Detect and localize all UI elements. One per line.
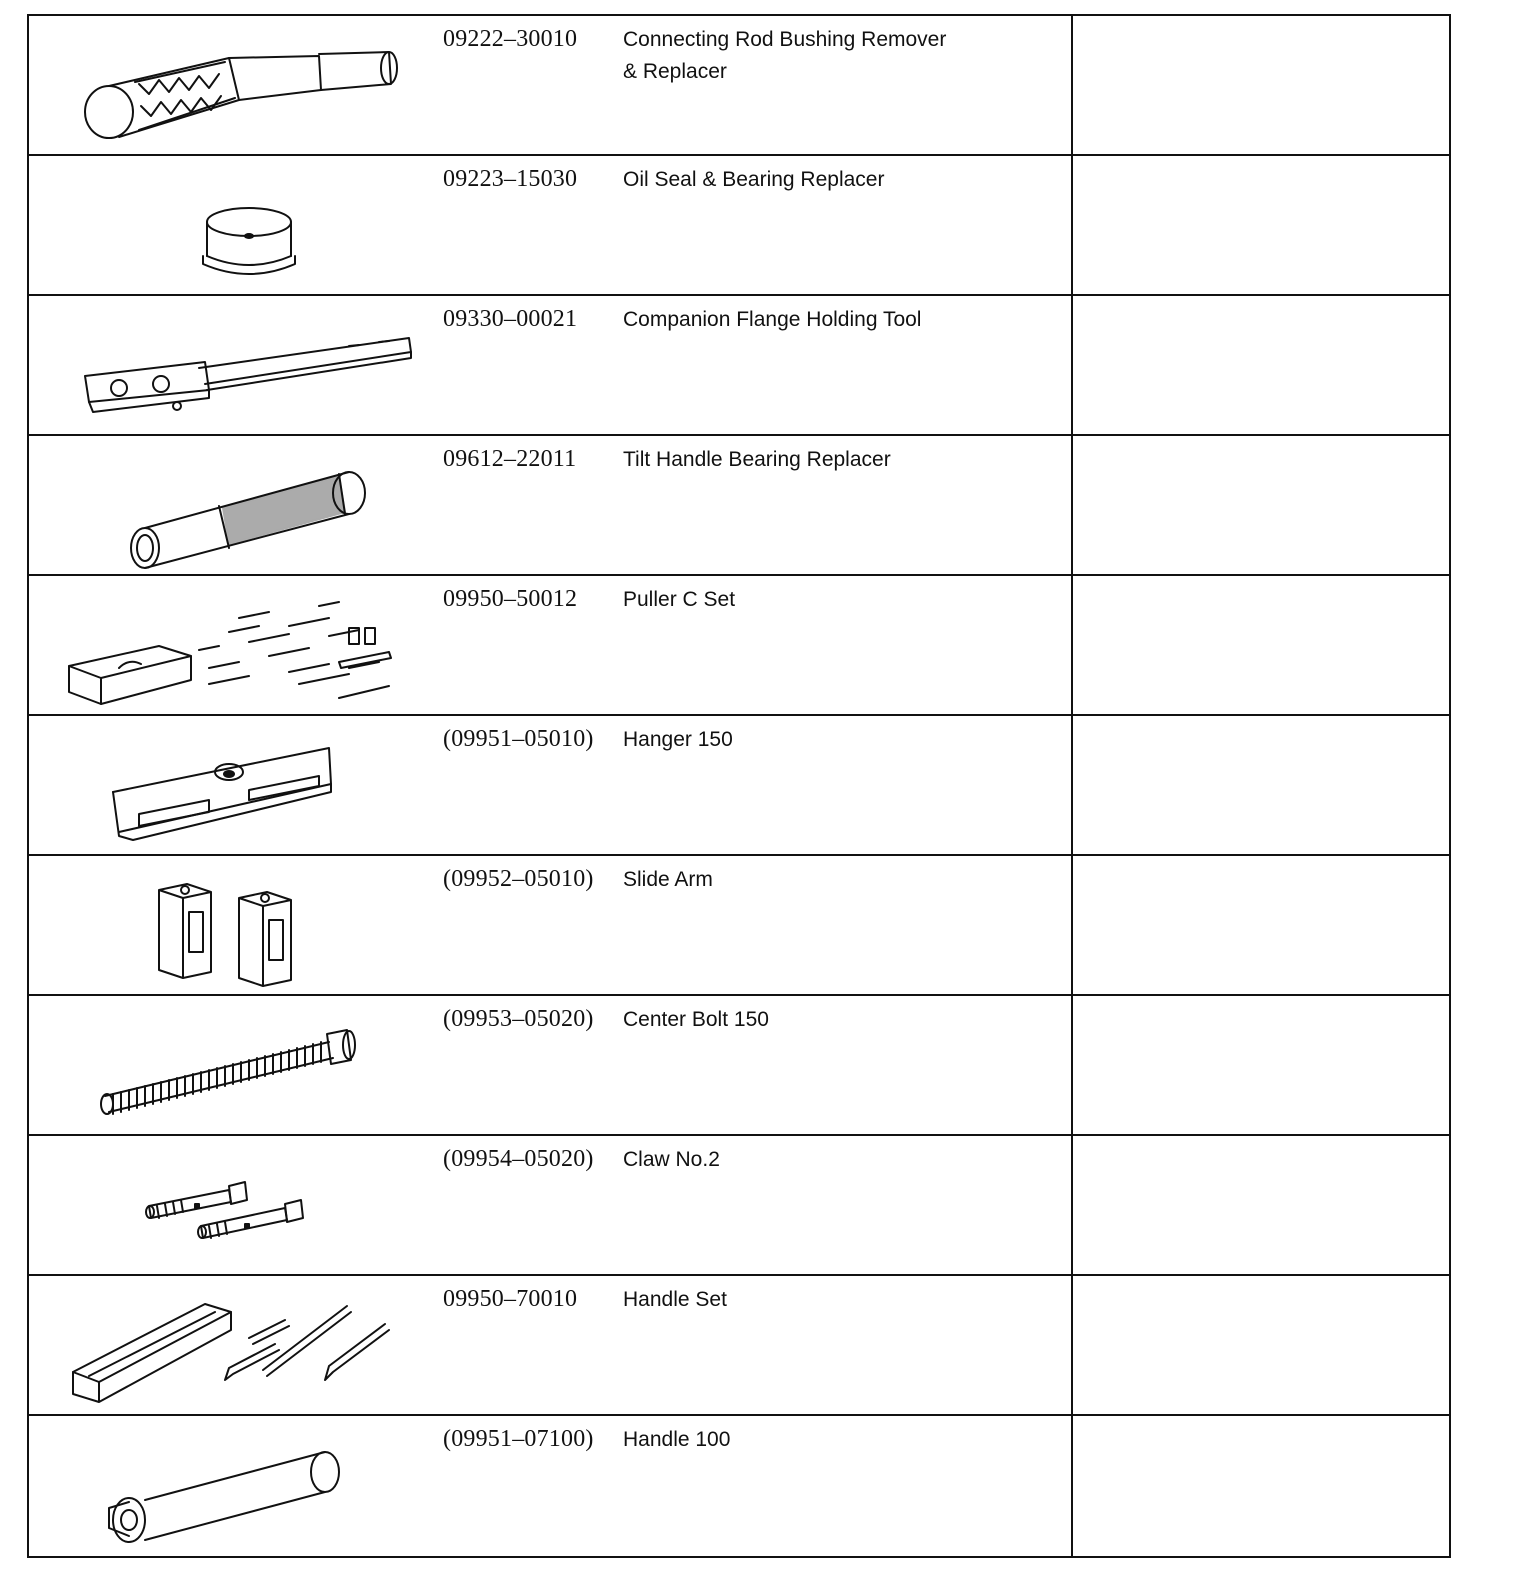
part-name: Tilt Handle Bearing Replacer bbox=[623, 448, 891, 471]
part-name: Handle Set bbox=[623, 1288, 727, 1311]
part-number: 09222–30010 bbox=[443, 26, 578, 52]
table-row bbox=[29, 436, 1449, 576]
bushing-remover-icon bbox=[49, 24, 439, 148]
center-bolt-icon bbox=[49, 1004, 439, 1128]
handle-icon bbox=[49, 1424, 439, 1548]
seal-replacer-icon bbox=[49, 164, 439, 288]
part-name: Handle 100 bbox=[623, 1428, 731, 1451]
remarks-cell bbox=[1073, 996, 1449, 1134]
part-name: Claw No.2 bbox=[623, 1148, 720, 1171]
remarks-cell bbox=[1073, 856, 1449, 994]
remarks-cell bbox=[1073, 1136, 1449, 1274]
flange-holding-tool-icon bbox=[49, 304, 439, 428]
puller-set-icon bbox=[49, 584, 439, 708]
remarks-cell bbox=[1073, 1276, 1449, 1414]
part-name: Slide Arm bbox=[623, 868, 713, 891]
remarks-cell bbox=[1073, 716, 1449, 854]
part-number: 09612–22011 bbox=[443, 446, 577, 472]
table-row bbox=[29, 16, 1449, 156]
remarks-cell bbox=[1073, 436, 1449, 574]
table-row bbox=[29, 716, 1449, 856]
table-row bbox=[29, 856, 1449, 996]
part-name: Hanger 150 bbox=[623, 728, 733, 751]
remarks-cell bbox=[1073, 16, 1449, 154]
remarks-cell bbox=[1073, 576, 1449, 714]
handle-set-icon bbox=[49, 1284, 439, 1408]
part-name: Puller C Set bbox=[623, 588, 736, 611]
table-row bbox=[29, 1136, 1449, 1276]
part-number: 09330–00021 bbox=[443, 306, 578, 332]
table-row bbox=[29, 576, 1449, 716]
part-number: (09954–05020) bbox=[443, 1146, 594, 1172]
part-number: (09951–05010) bbox=[443, 726, 594, 752]
bearing-replacer-tube-icon bbox=[49, 444, 439, 568]
part-number: 09223–15030 bbox=[443, 166, 578, 192]
remarks-cell bbox=[1073, 156, 1449, 294]
part-number: (09951–07100) bbox=[443, 1426, 594, 1452]
remarks-cell bbox=[1073, 296, 1449, 434]
part-number: (09953–05020) bbox=[443, 1006, 594, 1032]
special-tools-table bbox=[27, 14, 1451, 1558]
part-name: Center Bolt 150 bbox=[623, 1008, 769, 1031]
table-row bbox=[29, 1416, 1449, 1556]
claw-icon bbox=[49, 1144, 439, 1268]
part-name: Oil Seal & Bearing Replacer bbox=[623, 168, 885, 191]
remarks-cell bbox=[1073, 1416, 1449, 1556]
part-name: Connecting Rod Bushing Remover & Replacer bbox=[623, 28, 947, 83]
part-number: (09952–05010) bbox=[443, 866, 594, 892]
table-row bbox=[29, 996, 1449, 1136]
part-number: 09950–50012 bbox=[443, 586, 578, 612]
part-number: 09950–70010 bbox=[443, 1286, 578, 1312]
hanger-icon bbox=[49, 724, 439, 848]
table-row bbox=[29, 1276, 1449, 1416]
table-row bbox=[29, 296, 1449, 436]
part-name: Companion Flange Holding Tool bbox=[623, 308, 922, 331]
slide-arm-icon bbox=[49, 864, 439, 988]
table-row bbox=[29, 156, 1449, 296]
